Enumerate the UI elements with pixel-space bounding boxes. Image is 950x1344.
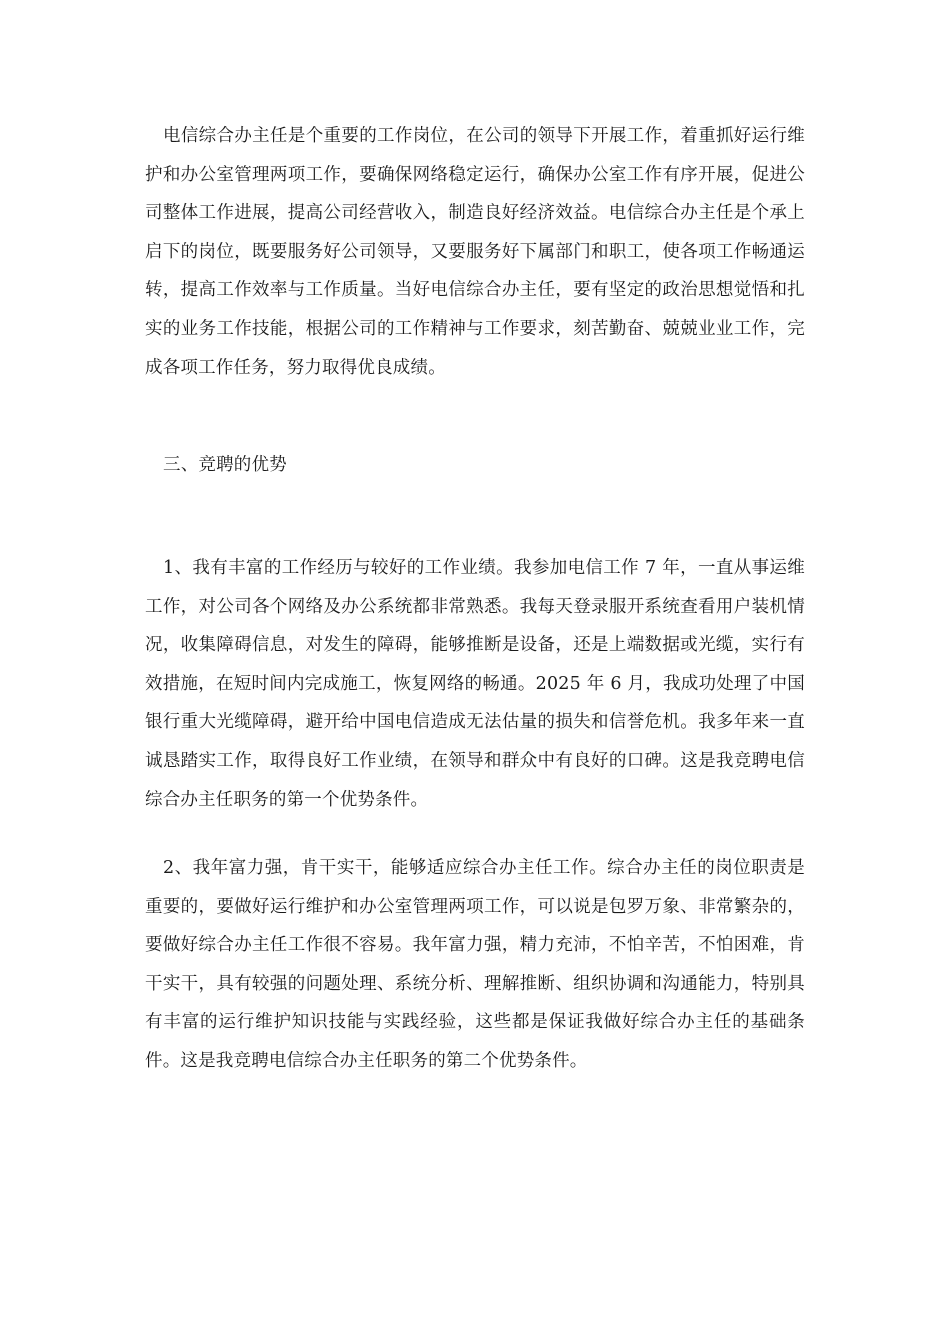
- advantage-paragraph-2: 2、我年富力强，肯干实干，能够适应综合办主任工作。综合办主任的岗位职责是重要的，要做好运行维护和办公室管理两项工作，可以说是包罗万象、非常繁杂的，要做好综合办主任工作很不容易。我年富力强，精力充沛，不怕辛苦，不怕困难，肯干实干，具有较强的问题处理、系统分析、理解推断、组织协调和沟通能力，特别具有丰富的运行维护知识技能与实践经验，这些都是保证我做好综合办主任的基础条件。这是我竞聘电信综合办主任职务的第二个优势条件。: [145, 858, 805, 1071]
- section-heading: 三、竞聘的优势: [163, 455, 287, 475]
- advantage-paragraph-1: 1、我有丰富的工作经历与较好的工作业绩。我参加电信工作 7 年，一直从事运维工作，对公司各个网络及办公系统都非常熟悉。我每天登录服开系统查看用户装机情况，收集障碍信息，对发生的障碍，能够推断是设备，还是上端数据或光缆，实行有效措施，在短时间内完成施工，恢复网络的畅通。2025 年 6 月，我成功处理了中国银行重大光缆障碍，避开给中国电信造成无法估量的损失和信誉危机。我多年来一直诚恳踏实工作，取得良好工作业绩，在领导和群众中有良好的口碑。这是我竞聘电信综合办主任职务的第一个优势条件。: [145, 558, 805, 810]
- intro-paragraph: 电信综合办主任是个重要的工作岗位，在公司的领导下开展工作，着重抓好运行维护和办公室管理两项工作，要确保网络稳定运行，确保办公室工作有序开展，促进公司整体工作进展，提高公司经营收入，制造良好经济效益。电信综合办主任是个承上启下的岗位，既要服务好公司领导，又要服务好下属部门和职工，使各项工作畅通运转，提高工作效率与工作质量。当好电信综合办主任，要有坚定的政治思想觉悟和扎实的业务工作技能，根据公司的工作精神与工作要求，刻苦勤奋、兢兢业业工作，完成各项工作任务，努力取得优良成绩。: [145, 126, 805, 378]
